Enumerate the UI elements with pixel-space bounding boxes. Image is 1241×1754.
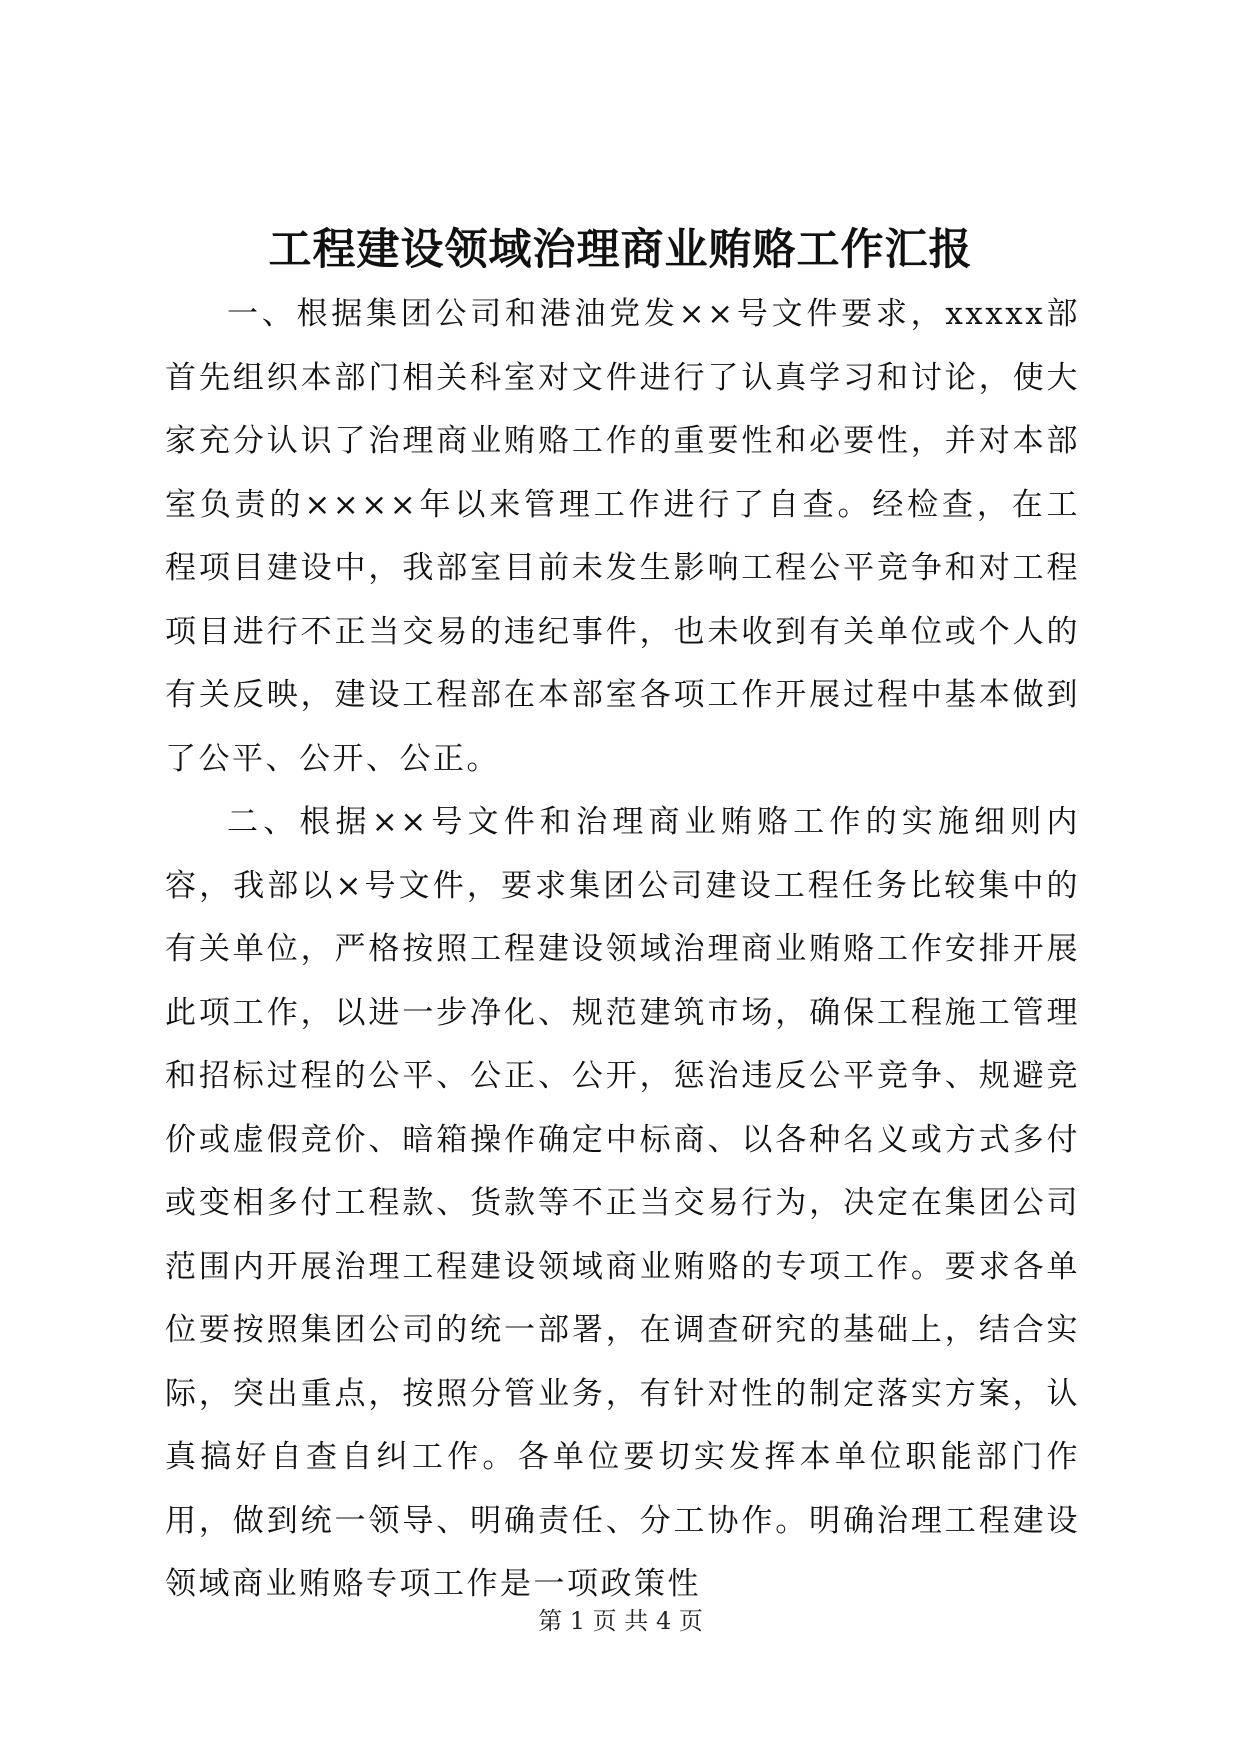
paragraph-1: 一、根据集团公司和港油党发××号文件要求，xxxxx部首先组织本部门相关科室对文件进行了认真学习和讨论，使大家充分认识了治理商业贿赂工作的重要性和必要性，并对本部室负责的××××年以来管理工作进行了自查。经检查，在工程项目建设中，我部室目前未发生影响工程公平竞争和对工程项目进行不正当交易的违纪事件，也未收到有关单位或个人的有关反映，建设工程部在本部室各项工作开展过程中基本做到了公平、公开、公正。 — [165, 296, 1080, 777]
paragraph-2: 二、根据××号文件和治理商业贿赂工作的实施细则内容，我部以×号文件，要求集团公司建设工程任务比较集中的有关单位，严格按照工程建设领域治理商业贿赂工作安排开展此项工作，以进一步净化、规范建筑市场，确保工程施工管理和招标过程的公平、公正、公开，惩治违反公平竞争、规避竞价或虚假竞价、暗箱操作确定中标商、以各种名义或方式多付或变相多付工程款、货款等不正当交易行为，决定在集团公司范围内开展治理工程建设领域商业贿赂的专项工作。要求各单位要按照集团公司的统一部署，在调查研究的基础上，结合实际，突出重点，按照分管业务，有针对性的制定落实方案，认真搞好自查自纠工作。各单位要切实发挥本单位职能部门作用，做到统一领导、明确责任、分工协作。明确治理工程建设领域商业贿赂专项工作是一项政策性 — [165, 804, 1080, 1602]
document-body — [165, 283, 1080, 1617]
page-number-footer: 第 1 页 共 4 页 — [538, 1607, 703, 1635]
document-title: 工程建设领域治理商业贿赂工作汇报 — [268, 225, 973, 275]
